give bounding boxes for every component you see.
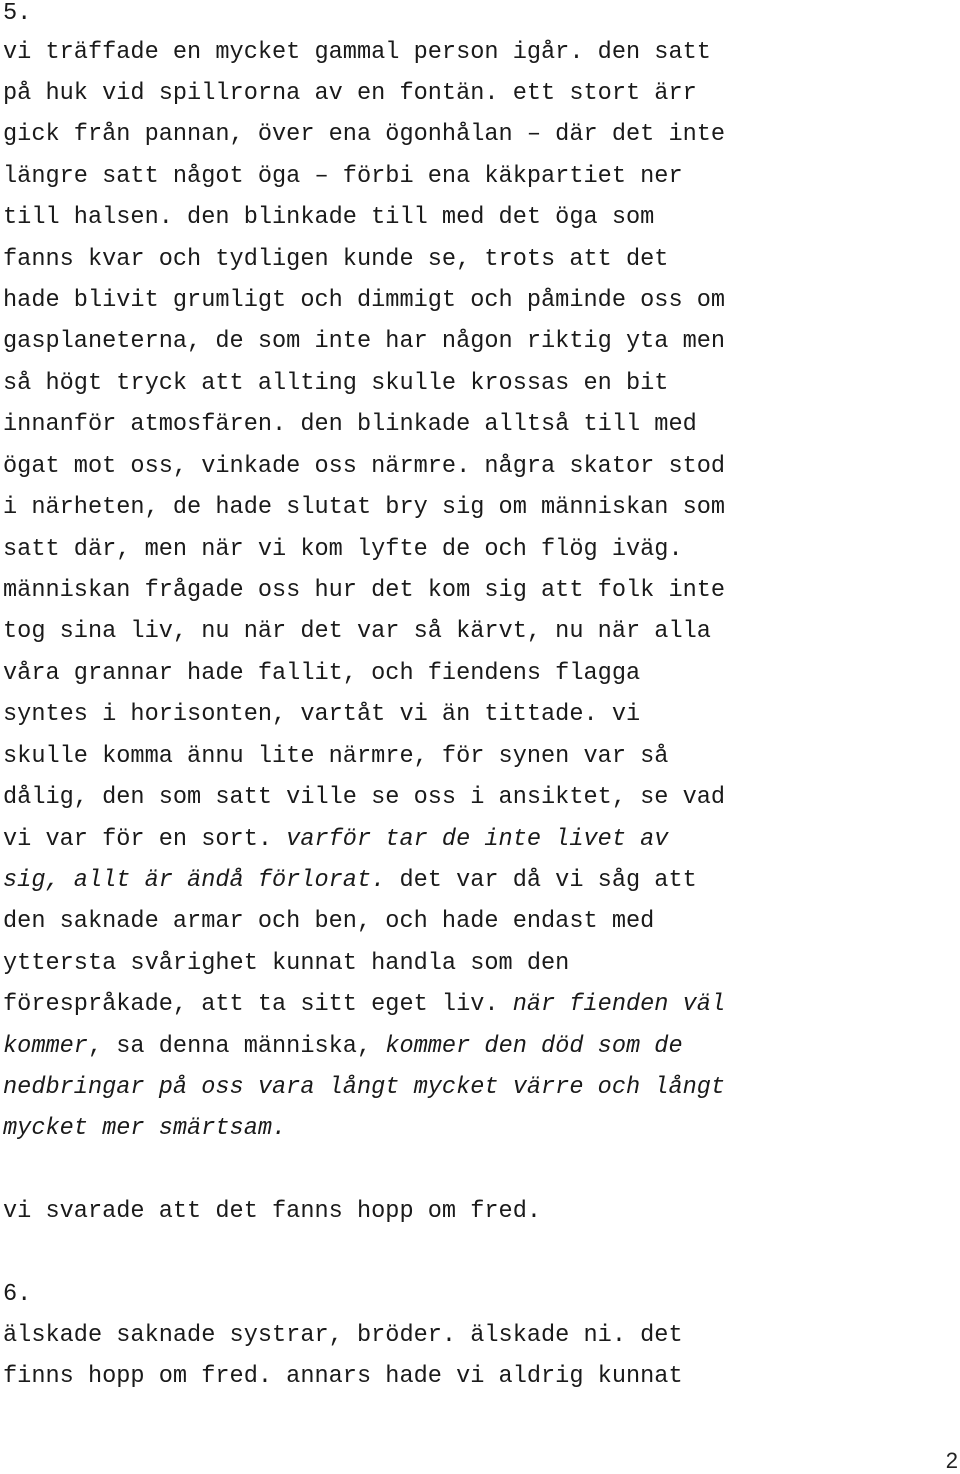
- text-line: [3, 990, 725, 1020]
- text-line: dålig, den som satt ville se oss i ansiktet, se vad: [3, 784, 726, 811]
- section-number: 6.: [3, 1281, 32, 1308]
- text-line: fanns kvar och tydligen kunde se, trots att det: [3, 246, 669, 273]
- italic-quote: kommer: [3, 1033, 88, 1060]
- text-line: syntes i horisonten, vartåt vi än tittade. vi: [3, 701, 641, 728]
- text-span: förespråkade, att ta sitt eget liv.: [3, 991, 513, 1018]
- text-line: skulle komma ännu lite närmre, för synen var så: [3, 743, 669, 770]
- text-line: så högt tryck att allting skulle krossas en bit: [3, 370, 669, 397]
- text-line: [3, 825, 668, 855]
- text-line: innanför atmosfären. den blinkade alltså till med: [3, 411, 697, 438]
- text-span: , sa denna människa,: [87, 1033, 386, 1060]
- text-span: vi var för en sort.: [3, 826, 287, 853]
- text-line: älskade saknade systrar, bröder. älskade ni. det: [3, 1322, 683, 1349]
- text-line: vi träffade en mycket gammal person igår. den satt: [3, 39, 711, 66]
- closing-line: vi svarade att det fanns hopp om fred.: [3, 1198, 542, 1225]
- italic-quote: kommer den död som de: [385, 1033, 683, 1060]
- italic-quote: när fienden väl: [512, 991, 726, 1018]
- italic-quote: nedbringar på oss vara långt mycket värre och långt: [3, 1074, 726, 1101]
- page-number: 2: [945, 1448, 958, 1473]
- text-line: [3, 866, 697, 896]
- section-number: 5.: [3, 0, 32, 27]
- text-line: längre satt något öga – förbi ena käkpartiet ner: [3, 163, 683, 190]
- text-line: yttersta svårighet kunnat handla som den: [3, 950, 570, 977]
- text-line: i närheten, de hade slutat bry sig om människan som: [3, 494, 726, 521]
- text-line: [3, 1114, 286, 1144]
- text-line: på huk vid spillrorna av en fontän. ett stort ärr: [3, 80, 697, 107]
- text-line: tog sina liv, nu när det var så kärvt, nu när alla: [3, 618, 711, 645]
- text-line: gasplaneterna, de som inte har någon riktig yta men: [3, 328, 726, 355]
- italic-quote: sig, allt är ändå förlorat.: [3, 867, 386, 894]
- text-line: [3, 1032, 683, 1062]
- text-span: det var då vi såg att: [385, 867, 697, 894]
- text-line: våra grannar hade fallit, och fiendens flagga: [3, 660, 641, 687]
- text-line: finns hopp om fred. annars hade vi aldrig kunnat: [3, 1363, 683, 1390]
- italic-quote: mycket mer smärtsam.: [3, 1115, 287, 1142]
- text-line: hade blivit grumligt och dimmigt och påminde oss om: [3, 287, 726, 314]
- text-line: till halsen. den blinkade till med det öga som: [3, 204, 655, 231]
- text-line: människan frågade oss hur det kom sig att folk inte: [3, 577, 726, 604]
- text-line: gick från pannan, över ena ögonhålan – där det inte: [3, 121, 726, 148]
- italic-quote: varför tar de inte livet av: [286, 826, 669, 853]
- text-line: den saknade armar och ben, och hade endast med: [3, 908, 655, 935]
- text-line: [3, 1073, 725, 1103]
- text-line: satt där, men när vi kom lyfte de och flög iväg.: [3, 536, 683, 563]
- text-line: ögat mot oss, vinkade oss närmre. några skator stod: [3, 453, 726, 480]
